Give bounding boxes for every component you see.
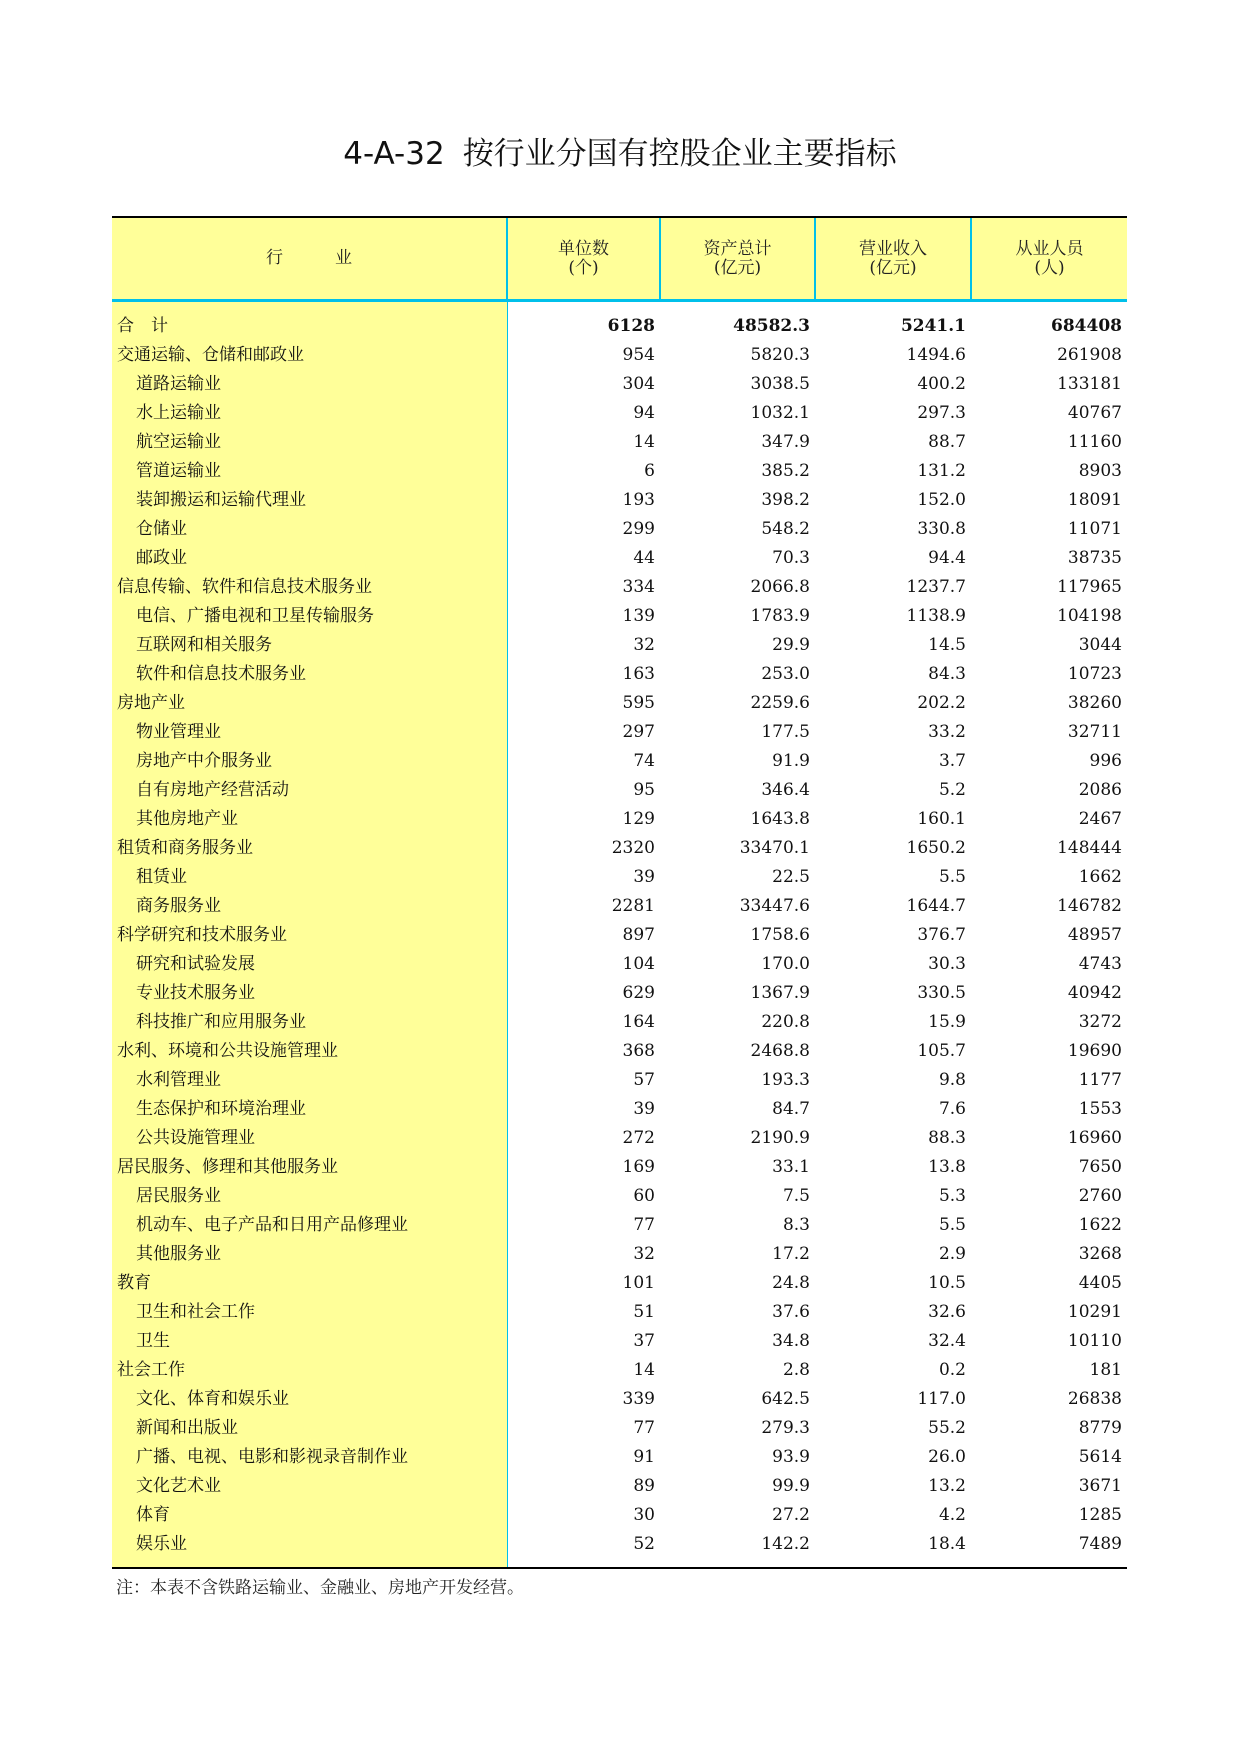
assets-value: 27.2: [772, 1505, 810, 1525]
header-label: 营业收入: [859, 238, 927, 259]
assets-value: 33470.1: [739, 838, 810, 858]
assets-value: 2.8: [782, 1360, 810, 1380]
employees-value: 40767: [1067, 403, 1122, 423]
revenue-value: 105.7: [917, 1041, 966, 1061]
industry-label: 居民服务业: [112, 1182, 507, 1211]
industry-label: 自有房地产经营活动: [112, 776, 507, 805]
header-label: 资产总计: [703, 238, 772, 259]
table-row: [112, 950, 1127, 979]
table-row: [112, 1240, 1127, 1269]
industry-label: 管道运输业: [112, 457, 507, 486]
units-value: 52: [507, 1530, 660, 1568]
table-row: [112, 892, 1127, 921]
revenue-value: 94.4: [928, 548, 966, 568]
units-value: 297: [622, 722, 655, 742]
employees-value: 7650: [1078, 1157, 1122, 1177]
header-employees: [971, 217, 1127, 301]
units-value: 30: [633, 1505, 655, 1525]
table-row: [112, 979, 1127, 1008]
employees-value: 2760: [1078, 1186, 1122, 1206]
revenue-value: 1237.7: [906, 577, 966, 597]
assets-value: 548.2: [761, 519, 810, 539]
header-revenue: [815, 217, 971, 301]
units-value: 39: [633, 1099, 655, 1119]
industry-label: 电信、广播电视和卫星传输服务: [112, 602, 507, 631]
units-value: 104: [622, 954, 655, 974]
table-row: [112, 341, 1127, 370]
table-row: [112, 573, 1127, 602]
assets-value: 33.1: [772, 1157, 810, 1177]
employees-value: 8779: [1078, 1418, 1122, 1438]
industry-label: 装卸搬运和运输代理业: [112, 486, 507, 515]
assets-value: 7.5: [782, 1186, 810, 1206]
header-industry: 行业: [112, 217, 507, 301]
units-value: 629: [622, 983, 655, 1003]
employees-value: 3272: [1078, 1012, 1122, 1032]
revenue-value: 5241.1: [900, 316, 966, 336]
table-row: [112, 1008, 1127, 1037]
assets-value: 37.6: [772, 1302, 810, 1322]
table-row: [112, 1211, 1127, 1240]
header-label: 单位数: [558, 238, 609, 259]
assets-value: 48582.3: [733, 316, 810, 336]
header-assets: [660, 217, 815, 301]
assets-value: 1643.8: [750, 809, 810, 829]
revenue-value: 5.3: [938, 1186, 966, 1206]
header-units: [507, 217, 660, 301]
revenue-value: 5.5: [938, 1215, 966, 1235]
employees-value: 146782: [1057, 896, 1122, 916]
revenue-value: 13.2: [928, 1476, 966, 1496]
units-value: 51: [633, 1302, 655, 1322]
industry-label: 生态保护和环境治理业: [112, 1095, 507, 1124]
industry-label: 专业技术服务业: [112, 979, 507, 1008]
revenue-value: 131.2: [917, 461, 966, 481]
header-unit: (亿元): [713, 257, 762, 278]
revenue-value: 18.4: [815, 1530, 971, 1568]
revenue-value: 297.3: [917, 403, 966, 423]
industry-label: 水上运输业: [112, 399, 507, 428]
units-value: 6: [644, 461, 655, 481]
units-value: 39: [633, 867, 655, 887]
table-title: 按行业分国有控股企业主要指标: [462, 136, 897, 172]
table-row: [112, 1472, 1127, 1501]
industry-label: 合 计: [112, 301, 507, 342]
industry-label: 租赁业: [112, 863, 507, 892]
units-value: 595: [622, 693, 655, 713]
employees-value: 1177: [1078, 1070, 1122, 1090]
units-value: 129: [622, 809, 655, 829]
units-value: 272: [622, 1128, 655, 1148]
assets-value: 3038.5: [750, 374, 810, 394]
revenue-value: 32.6: [928, 1302, 966, 1322]
employees-value: 181: [1089, 1360, 1122, 1380]
assets-value: 22.5: [772, 867, 810, 887]
industry-label: 研究和试验发展: [112, 950, 507, 979]
units-value: 193: [622, 490, 655, 510]
assets-value: 2259.6: [750, 693, 810, 713]
table-row: [112, 1037, 1127, 1066]
table-row: [112, 718, 1127, 747]
industry-label: 科学研究和技术服务业: [112, 921, 507, 950]
units-value: 101: [622, 1273, 655, 1293]
revenue-value: 30.3: [928, 954, 966, 974]
units-value: 57: [633, 1070, 655, 1090]
assets-value: 142.2: [660, 1530, 815, 1568]
employees-value: 996: [1089, 751, 1122, 771]
table-row: [112, 399, 1127, 428]
units-value: 2320: [611, 838, 655, 858]
units-value: 339: [622, 1389, 655, 1409]
industry-label: 信息传输、软件和信息技术服务业: [112, 573, 507, 602]
units-value: 60: [633, 1186, 655, 1206]
revenue-value: 330.5: [917, 983, 966, 1003]
employees-value: 8903: [1078, 461, 1122, 481]
units-value: 37: [633, 1331, 655, 1351]
industry-label: 软件和信息技术服务业: [112, 660, 507, 689]
employees-value: 1285: [1078, 1505, 1122, 1525]
employees-value: 2467: [1078, 809, 1122, 829]
assets-value: 1032.1: [750, 403, 810, 423]
table-row: [112, 1153, 1127, 1182]
units-value: 954: [622, 345, 655, 365]
revenue-value: 0.2: [938, 1360, 966, 1380]
employees-value: 2086: [1078, 780, 1122, 800]
units-value: 14: [633, 1360, 655, 1380]
industry-label: 水利、环境和公共设施管理业: [112, 1037, 507, 1066]
revenue-value: 84.3: [928, 664, 966, 684]
employees-value: 3671: [1078, 1476, 1122, 1496]
revenue-value: 10.5: [928, 1273, 966, 1293]
revenue-value: 33.2: [928, 722, 966, 742]
industry-label: 卫生: [112, 1327, 507, 1356]
units-value: 139: [622, 606, 655, 626]
revenue-value: 376.7: [917, 925, 966, 945]
employees-value: 104198: [1057, 606, 1122, 626]
table-row: [112, 301, 1127, 342]
units-value: 164: [622, 1012, 655, 1032]
table-row: [112, 631, 1127, 660]
employees-value: 10110: [1067, 1331, 1122, 1351]
revenue-value: 1644.7: [906, 896, 966, 916]
employees-value: 1622: [1078, 1215, 1122, 1235]
employees-value: 11160: [1067, 432, 1122, 452]
assets-value: 93.9: [772, 1447, 810, 1467]
table-body: [112, 301, 1127, 1569]
employees-value: 117965: [1057, 577, 1122, 597]
table-row: [112, 1443, 1127, 1472]
assets-value: 170.0: [761, 954, 810, 974]
header-unit: (亿元): [869, 257, 917, 278]
units-value: 95: [633, 780, 655, 800]
table-row: [112, 1269, 1127, 1298]
revenue-value: 117.0: [917, 1389, 966, 1409]
revenue-value: 1650.2: [906, 838, 966, 858]
units-value: 304: [622, 374, 655, 394]
table-row: [112, 1066, 1127, 1095]
units-value: 44: [633, 548, 655, 568]
units-value: 77: [633, 1215, 655, 1235]
assets-value: 347.9: [761, 432, 810, 452]
assets-value: 70.3: [772, 548, 810, 568]
revenue-value: 88.3: [928, 1128, 966, 1148]
table-row: [112, 1501, 1127, 1530]
assets-value: 398.2: [761, 490, 810, 510]
employees-value: 4405: [1078, 1273, 1122, 1293]
assets-value: 84.7: [772, 1099, 810, 1119]
units-value: 299: [622, 519, 655, 539]
employees-value: 4743: [1078, 954, 1122, 974]
table-row: [112, 486, 1127, 515]
employees-value: 261908: [1057, 345, 1122, 365]
table-row: [112, 1530, 1127, 1568]
industry-label: 卫生和社会工作: [112, 1298, 507, 1327]
employees-value: 16960: [1067, 1128, 1122, 1148]
table-row: [112, 834, 1127, 863]
industry-label: 道路运输业: [112, 370, 507, 399]
employees-value: 684408: [1051, 316, 1122, 336]
industry-label: 公共设施管理业: [112, 1124, 507, 1153]
assets-value: 24.8: [772, 1273, 810, 1293]
industry-label: 房地产业: [112, 689, 507, 718]
units-value: 14: [633, 432, 655, 452]
industry-label: 娱乐业: [112, 1530, 507, 1568]
header-unit: (个): [568, 257, 599, 278]
employees-value: 10291: [1067, 1302, 1122, 1322]
table-row: [112, 747, 1127, 776]
table-row: [112, 457, 1127, 486]
assets-value: 642.5: [761, 1389, 810, 1409]
table-row: [112, 776, 1127, 805]
revenue-value: 1138.9: [906, 606, 966, 626]
industry-label: 广播、电视、电影和影视录音制作业: [112, 1443, 507, 1472]
revenue-value: 9.8: [938, 1070, 966, 1090]
assets-value: 33447.6: [739, 896, 810, 916]
assets-value: 279.3: [761, 1418, 810, 1438]
footnote: 注：本表不含铁路运输业、金融业、房地产开发经营。: [116, 1578, 524, 1598]
assets-value: 346.4: [761, 780, 810, 800]
revenue-value: 4.2: [938, 1505, 966, 1525]
table-row: [112, 921, 1127, 950]
industry-label: 航空运输业: [112, 428, 507, 457]
units-value: 2281: [611, 896, 655, 916]
revenue-value: 3.7: [938, 751, 966, 771]
revenue-value: 7.6: [938, 1099, 966, 1119]
table-header: [112, 217, 1127, 301]
assets-value: 8.3: [782, 1215, 810, 1235]
table-row: [112, 515, 1127, 544]
units-value: 32: [633, 1244, 655, 1264]
table-row: [112, 1356, 1127, 1385]
table-row: [112, 544, 1127, 573]
industry-label: 互联网和相关服务: [112, 631, 507, 660]
indicator-table: [112, 216, 1127, 1569]
units-value: 77: [633, 1418, 655, 1438]
employees-value: 3268: [1078, 1244, 1122, 1264]
table-row: [112, 689, 1127, 718]
employees-value: 19690: [1067, 1041, 1122, 1061]
table-row: [112, 1327, 1127, 1356]
revenue-value: 13.8: [928, 1157, 966, 1177]
assets-value: 1783.9: [750, 606, 810, 626]
industry-label: 体育: [112, 1501, 507, 1530]
industry-label: 其他服务业: [112, 1240, 507, 1269]
industry-label: 文化艺术业: [112, 1472, 507, 1501]
units-value: 368: [622, 1041, 655, 1061]
employees-value: 18091: [1067, 490, 1122, 510]
assets-value: 193.3: [761, 1070, 810, 1090]
industry-label: 仓储业: [112, 515, 507, 544]
industry-label: 水利管理业: [112, 1066, 507, 1095]
units-value: 89: [633, 1476, 655, 1496]
industry-label: 居民服务、修理和其他服务业: [112, 1153, 507, 1182]
assets-value: 1758.6: [750, 925, 810, 945]
revenue-value: 32.4: [928, 1331, 966, 1351]
revenue-value: 5.5: [938, 867, 966, 887]
units-value: 169: [622, 1157, 655, 1177]
revenue-value: 15.9: [928, 1012, 966, 1032]
employees-value: 48957: [1067, 925, 1122, 945]
assets-value: 1367.9: [750, 983, 810, 1003]
employees-value: 11071: [1067, 519, 1122, 539]
employees-value: 1662: [1078, 867, 1122, 887]
employees-value: 10723: [1067, 664, 1122, 684]
employees-value: 5614: [1078, 1447, 1122, 1467]
revenue-value: 202.2: [917, 693, 966, 713]
employees-value: 3044: [1078, 635, 1122, 655]
employees-value: 26838: [1067, 1389, 1122, 1409]
table-row: [112, 1124, 1127, 1153]
employees-value: 7489: [971, 1530, 1127, 1568]
revenue-value: 1494.6: [906, 345, 966, 365]
units-value: 897: [622, 925, 655, 945]
industry-label: 商务服务业: [112, 892, 507, 921]
page-title: [0, 128, 1240, 173]
assets-value: 2066.8: [750, 577, 810, 597]
employees-value: 38260: [1067, 693, 1122, 713]
header-unit: (人): [1034, 257, 1065, 278]
units-value: 163: [622, 664, 655, 684]
assets-value: 29.9: [772, 635, 810, 655]
table-row: [112, 1095, 1127, 1124]
revenue-value: 2.9: [938, 1244, 966, 1264]
revenue-value: 330.8: [917, 519, 966, 539]
industry-label: 物业管理业: [112, 718, 507, 747]
table-row: [112, 660, 1127, 689]
revenue-value: 55.2: [928, 1418, 966, 1438]
industry-label: 教育: [112, 1269, 507, 1298]
employees-value: 38735: [1067, 548, 1122, 568]
revenue-value: 14.5: [928, 635, 966, 655]
units-value: 91: [633, 1447, 655, 1467]
assets-value: 17.2: [772, 1244, 810, 1264]
employees-value: 32711: [1067, 722, 1122, 742]
revenue-value: 160.1: [917, 809, 966, 829]
units-value: 74: [633, 751, 655, 771]
industry-label: 科技推广和应用服务业: [112, 1008, 507, 1037]
employees-value: 148444: [1057, 838, 1122, 858]
industry-label: 机动车、电子产品和日用产品修理业: [112, 1211, 507, 1240]
employees-value: 1553: [1078, 1099, 1122, 1119]
industry-label: 租赁和商务服务业: [112, 834, 507, 863]
table-row: [112, 428, 1127, 457]
table-code: 4-A-32: [343, 136, 445, 172]
industry-label: 新闻和出版业: [112, 1414, 507, 1443]
revenue-value: 26.0: [928, 1447, 966, 1467]
assets-value: 177.5: [761, 722, 810, 742]
revenue-value: 88.7: [928, 432, 966, 452]
table-row: [112, 805, 1127, 834]
employees-value: 40942: [1067, 983, 1122, 1003]
assets-value: 253.0: [761, 664, 810, 684]
table-row: [112, 370, 1127, 399]
table-row: [112, 1385, 1127, 1414]
revenue-value: 400.2: [917, 374, 966, 394]
table-row: [112, 1298, 1127, 1327]
industry-label: 交通运输、仓储和邮政业: [112, 341, 507, 370]
revenue-value: 5.2: [938, 780, 966, 800]
assets-value: 220.8: [761, 1012, 810, 1032]
units-value: 94: [633, 403, 655, 423]
table-row: [112, 602, 1127, 631]
industry-label: 文化、体育和娱乐业: [112, 1385, 507, 1414]
units-value: 32: [633, 635, 655, 655]
assets-value: 91.9: [772, 751, 810, 771]
assets-value: 385.2: [761, 461, 810, 481]
header-label: 从业人员: [1015, 238, 1084, 259]
industry-label: 房地产中介服务业: [112, 747, 507, 776]
revenue-value: 152.0: [917, 490, 966, 510]
assets-value: 5820.3: [750, 345, 810, 365]
assets-value: 2190.9: [750, 1128, 810, 1148]
industry-label: 邮政业: [112, 544, 507, 573]
industry-label: 其他房地产业: [112, 805, 507, 834]
table-row: [112, 1414, 1127, 1443]
table-row: [112, 1182, 1127, 1211]
assets-value: 34.8: [772, 1331, 810, 1351]
industry-label: 社会工作: [112, 1356, 507, 1385]
employees-value: 133181: [1057, 374, 1122, 394]
assets-value: 99.9: [772, 1476, 810, 1496]
table-row: [112, 863, 1127, 892]
units-value: 6128: [607, 316, 655, 336]
units-value: 334: [622, 577, 655, 597]
assets-value: 2468.8: [750, 1041, 810, 1061]
